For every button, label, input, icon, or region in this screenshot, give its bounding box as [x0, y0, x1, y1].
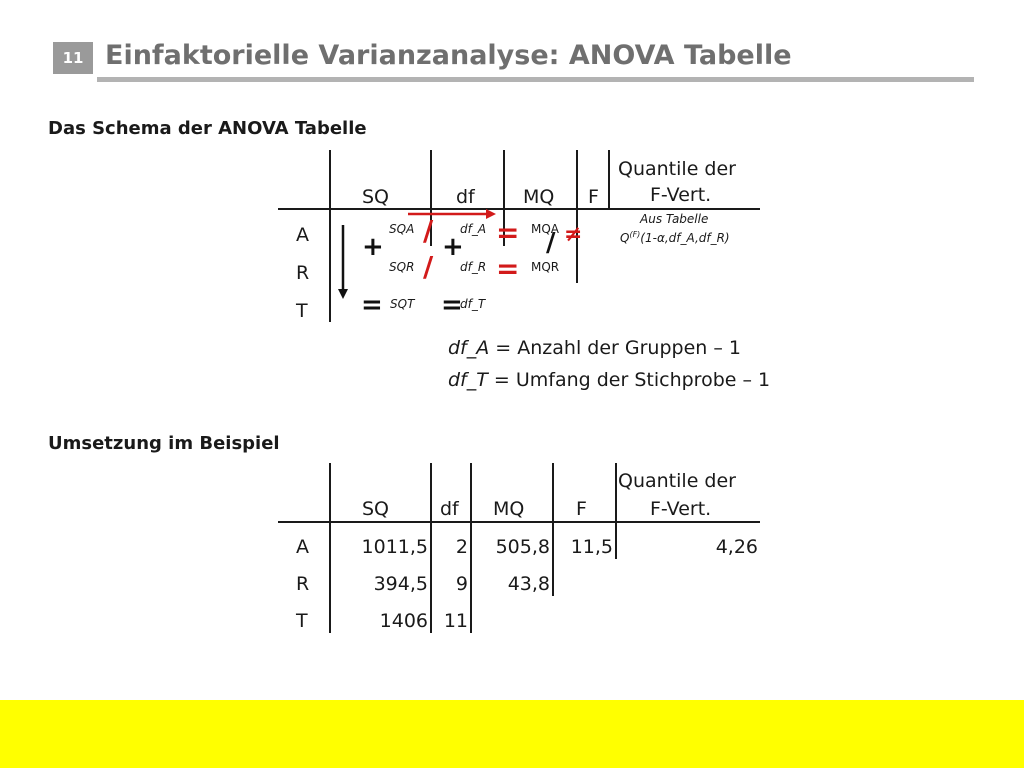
example-row-t-label: T	[296, 610, 308, 632]
example-row-a-quantile: 4,26	[715, 536, 758, 558]
quantile-note-formula	[620, 230, 730, 245]
example-row-a-mq: 505,8	[495, 536, 550, 558]
example-col-sq: SQ	[362, 498, 390, 520]
definition-df-t	[448, 369, 770, 391]
schema-vline-4	[576, 150, 578, 283]
schema-row-t: T	[296, 300, 308, 322]
schema-quantile-header-2: F-Vert.	[650, 184, 712, 206]
equals-red-f: ≠	[564, 222, 583, 247]
equals-sign-df: =	[441, 290, 463, 320]
example-col-df: df	[440, 498, 459, 520]
plus-sign-sq: +	[362, 232, 384, 262]
example-col-mq: MQ	[493, 498, 525, 520]
example-row-a-label: A	[296, 536, 309, 558]
example-row-a-df: 2	[455, 536, 468, 558]
cell-sqr: SQR	[389, 260, 415, 274]
definition-df-t-symbol: df_T	[448, 369, 488, 391]
schema-heading: Das Schema der ANOVA Tabelle	[48, 118, 367, 139]
example-row-a-f: 11,5	[570, 536, 613, 558]
equals-red-a: =	[496, 216, 520, 249]
quantile-note-line1: Aus Tabelle	[640, 212, 709, 226]
example-row-r-sq: 394,5	[373, 573, 428, 595]
example-quantile-header-2: F-Vert.	[650, 498, 712, 520]
divide-sign-r: /	[423, 250, 434, 283]
example-row-r-df: 9	[455, 573, 468, 595]
example-heading: Umsetzung im Beispiel	[48, 433, 280, 454]
quantile-note-sup: (F)	[629, 230, 641, 239]
schema-col-mq: MQ	[523, 186, 555, 208]
slide-number-badge: 11	[53, 42, 93, 74]
example-col-f: F	[576, 498, 587, 520]
cell-sqt: SQT	[390, 297, 415, 311]
example-vline-4	[552, 463, 554, 596]
example-row-t-df: 11	[443, 610, 468, 632]
cell-sqa: SQA	[389, 222, 415, 236]
definition-df-a-symbol: df_A	[448, 337, 490, 359]
example-header-rule	[278, 521, 760, 523]
footer-band	[0, 700, 1024, 768]
schema-col-df: df	[456, 186, 475, 208]
definition-df-a-text: = Anzahl der Gruppen – 1	[489, 337, 741, 359]
equals-sign-sq: =	[361, 290, 383, 320]
example-row-r-mq: 43,8	[507, 573, 550, 595]
example-row-a-sq: 1011,5	[361, 536, 428, 558]
plus-sign-df: +	[442, 232, 464, 262]
quantile-note-args: (1-α,df_A,df_R)	[640, 231, 730, 245]
schema-col-sq: SQ	[362, 186, 390, 208]
cell-df-r: df_R	[460, 260, 487, 274]
example-row-t-sq: 1406	[379, 610, 428, 632]
divide-sign-mq: /	[546, 228, 556, 258]
definition-df-a	[448, 337, 741, 359]
quantile-note-q: Q	[620, 231, 630, 245]
down-arrow-head	[338, 289, 348, 299]
schema-row-a: A	[296, 224, 309, 246]
definition-df-t-text: = Umfang der Stichprobe – 1	[487, 369, 771, 391]
title-underline	[97, 77, 974, 82]
cell-mqr: MQR	[531, 260, 560, 274]
slide-title: Einfaktorielle Varianzanalyse: ANOVA Tabelle	[105, 40, 792, 71]
divide-sign-a: /	[423, 214, 434, 247]
cell-df-t: df_T	[460, 297, 486, 311]
schema-row-r: R	[296, 262, 310, 284]
example-row-r-label: R	[296, 573, 310, 595]
schema-quantile-header-1: Quantile der	[618, 158, 736, 180]
schema-col-f: F	[588, 186, 599, 208]
schema-vline-5	[608, 150, 610, 210]
cell-mqa: MQA	[531, 222, 560, 236]
schema-arrows	[330, 205, 510, 305]
example-quantile-header-1: Quantile der	[618, 470, 736, 492]
cell-df-a: df_A	[460, 222, 487, 236]
red-arrow-head	[486, 209, 496, 219]
equals-red-r: =	[496, 252, 520, 285]
